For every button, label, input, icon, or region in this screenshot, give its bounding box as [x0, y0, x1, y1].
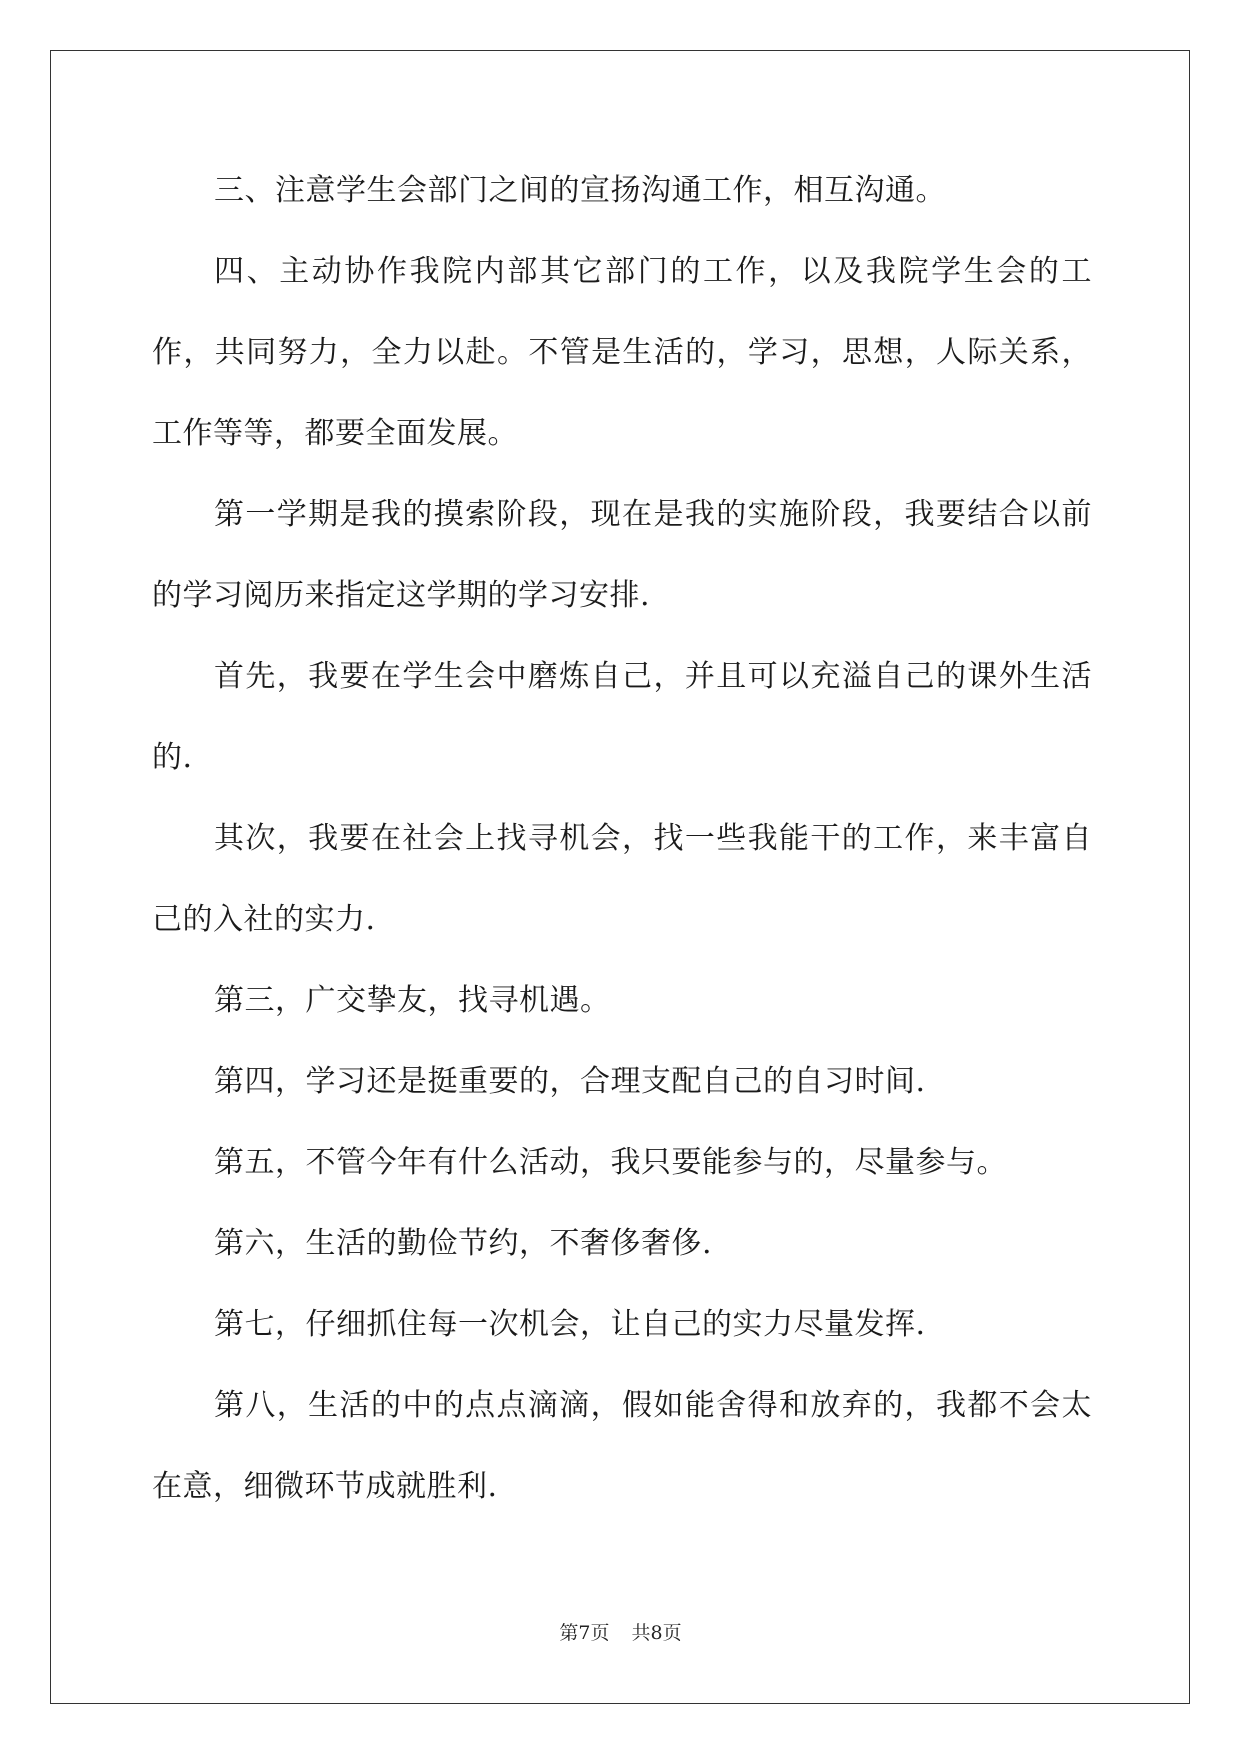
document-body	[152, 150, 1092, 1527]
paragraph-fourth: 第四，学习还是挺重要的，合理支配自己的自习时间.	[214, 1064, 926, 1099]
paragraph-sixth: 第六，生活的勤俭节约，不奢侈奢侈.	[214, 1226, 713, 1261]
paragraph-fifth: 第五，不管今年有什么活动，我只要能参与的，尽量参与。	[214, 1145, 1007, 1180]
paragraph-third: 第三，广交挚友，找寻机遇。	[214, 983, 611, 1018]
paragraph-seventh: 第七，仔细抓住每一次机会，让自己的实力尽量发挥.	[214, 1307, 926, 1342]
paragraph-eighth: 第八，生活的中的点点滴滴，假如能舍得和放弃的，我都不会太在意，细微环节成就胜利.	[152, 1388, 1092, 1504]
paragraph-3: 三、注意学生会部门之间的宣扬沟通工作，相互沟通。	[214, 173, 946, 208]
page-number-total: 共8页	[631, 1622, 682, 1644]
paragraph-firstly: 首先，我要在学生会中磨炼自己，并且可以充溢自己的课外生活的.	[152, 659, 1092, 775]
page-number-current: 第7页	[559, 1622, 610, 1644]
page-footer	[0, 1618, 1241, 1645]
paragraph-first-term: 第一学期是我的摸索阶段，现在是我的实施阶段，我要结合以前的学习阅历来指定这学期的学习安排.	[152, 497, 1092, 613]
paragraph-secondly: 其次，我要在社会上找寻机会，找一些我能干的工作，来丰富自己的入社的实力.	[152, 821, 1092, 937]
paragraph-4: 四、主动协作我院内部其它部门的工作，以及我院学生会的工作，共同努力，全力以赴。不管是生活的，学习，思想，人际关系，工作等等，都要全面发展。	[152, 254, 1092, 451]
